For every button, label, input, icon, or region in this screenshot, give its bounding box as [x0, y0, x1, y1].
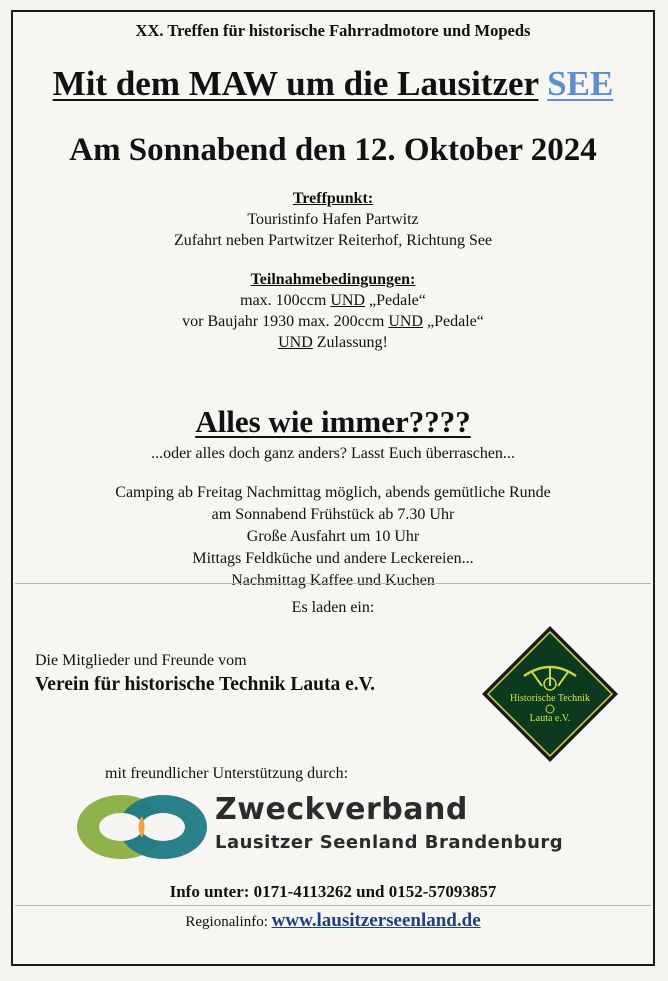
divider	[15, 905, 651, 906]
regional-info	[13, 910, 653, 932]
title-see: SEE	[547, 64, 614, 103]
program-item: Große Ausfahrt um 10 Uhr	[246, 528, 420, 545]
condition-und: UND	[278, 334, 313, 351]
zweckverband-subtitle: Lausitzer Seenland Brandenburg	[215, 832, 564, 853]
condition-text: max. 100ccm	[240, 292, 327, 309]
program-item: Nachmittag Kaffee und Kuchen	[231, 572, 435, 589]
condition-line3	[13, 332, 653, 353]
main-title	[13, 64, 653, 104]
info-phone: Info unter: 0171-4113262 und 0152-57093857	[169, 882, 497, 901]
treffpunkt-heading: Treffpunkt:	[292, 190, 374, 207]
logo-line1: Historische Technik	[510, 693, 590, 704]
zweckverband-rings-icon	[71, 782, 211, 872]
treffpunkt-line1: Touristinfo Hafen Partwitz	[247, 211, 419, 228]
verein-name: Verein für historische Technik Lauta e.V.	[35, 674, 376, 695]
condition-text: vor Baujahr 1930 max. 200ccm	[182, 313, 385, 330]
members-text: Die Mitglieder und Freunde vom	[35, 652, 247, 669]
program-item: Mittags Feldküche und andere Leckereien...	[192, 550, 474, 567]
vhtl-logo	[480, 624, 620, 764]
alles-heading: Alles wie immer????	[195, 404, 471, 439]
event-date: Am Sonnabend den 12. Oktober 2024	[69, 132, 597, 168]
poster-frame	[11, 10, 655, 966]
condition-pedale: „Pedale“	[369, 292, 426, 309]
treffpunkt-line2: Zufahrt neben Partwitzer Reiterhof, Richtung See	[173, 232, 493, 249]
conditions-section	[13, 269, 653, 353]
regional-label: Regionalinfo:	[185, 914, 268, 930]
zweckverband-title: Zweckverband	[215, 792, 468, 827]
teaser-text: ...oder alles doch ganz anders? Lasst Euch überraschen...	[151, 445, 515, 462]
conditions-heading: Teilnahmebedingungen:	[250, 271, 416, 288]
condition-und: UND	[388, 313, 423, 330]
event-subtitle: XX. Treffen für historische Fahrradmotore und Mopeds	[135, 21, 531, 40]
condition-pedale: „Pedale“	[426, 313, 484, 330]
program-list	[13, 482, 653, 592]
zweckverband-logo	[71, 782, 611, 872]
condition-zulassung: Zulassung!	[316, 334, 388, 351]
condition-line1	[13, 290, 653, 311]
program-item: Camping ab Freitag Nachmittag möglich, abends gemütliche Runde	[115, 484, 551, 501]
condition-und: UND	[330, 292, 365, 309]
invite-text: Es laden ein:	[291, 599, 375, 616]
treffpunkt-section	[13, 188, 653, 251]
title-text: Mit dem MAW um die Lausitzer	[52, 64, 539, 103]
support-text: mit freundlicher Unterstützung durch:	[105, 765, 349, 782]
program-item: am Sonnabend Frühstück ab 7.30 Uhr	[211, 506, 455, 523]
logo-line2: Lauta e.V.	[529, 713, 571, 724]
regional-link[interactable]: www.lausitzerseenland.de	[271, 910, 481, 931]
condition-line2	[13, 311, 653, 332]
divider	[15, 583, 651, 584]
